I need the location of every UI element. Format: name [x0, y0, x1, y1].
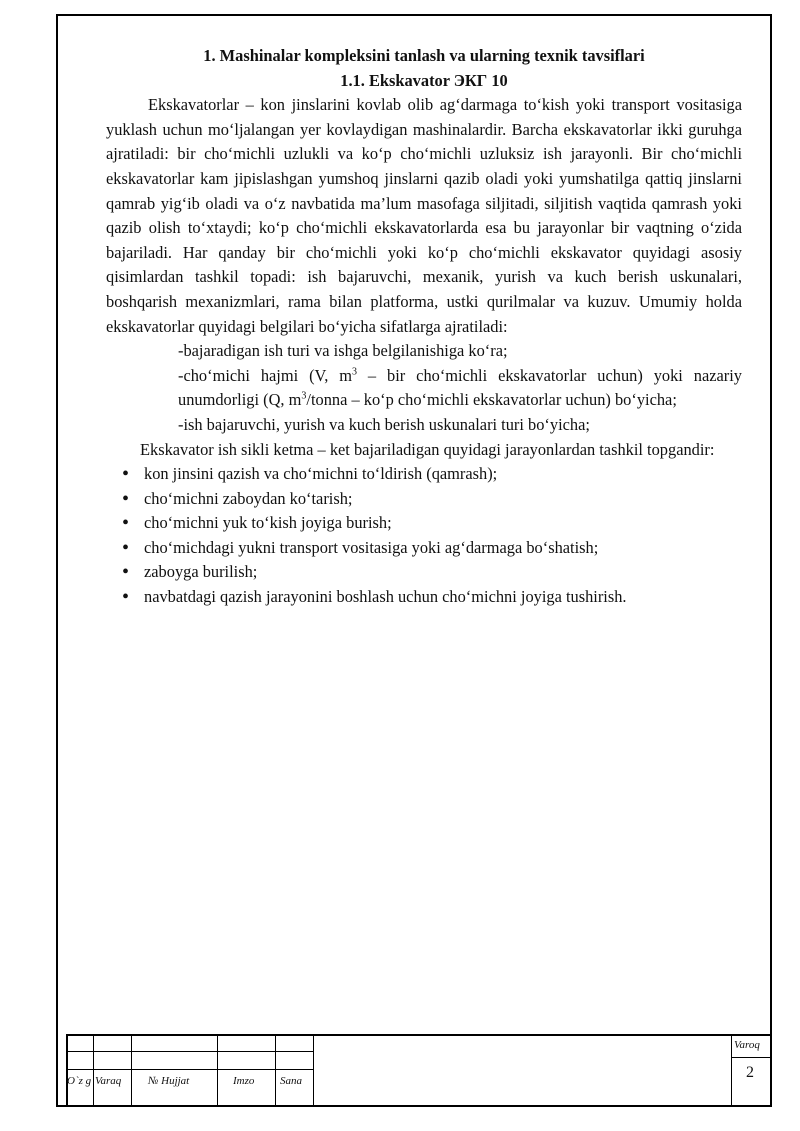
table-cell — [218, 1034, 276, 1052]
col-label-imzo: Imzo — [233, 1075, 255, 1087]
title-block-grid — [66, 1034, 772, 1107]
list-item: • cho‘michdagi yukni transport vositasiga yoki ag‘darmaga bo‘shatish; — [122, 536, 742, 561]
table-cell — [94, 1052, 132, 1070]
cycle-paragraph: Ekskavator ish sikli ketma – ket bajariladigan quyidagi jarayonlardan tashkil topgandir: — [140, 439, 715, 459]
table-cell — [94, 1070, 132, 1107]
table-cell — [66, 1034, 94, 1052]
list-item: • cho‘michni zaboydan ko‘tarish; — [122, 487, 742, 512]
table-cell — [276, 1070, 314, 1107]
table-cell — [276, 1052, 314, 1070]
list-item: • cho‘michni yuk to‘kish joyiga burish; — [122, 511, 742, 536]
criteria-item: -ish bajaruvchi, yurish va kuch berish uskunalari turi bo‘yicha; — [178, 414, 590, 434]
intro-paragraph: Ekskavatorlar – kon jinslarini kovlab olib ag‘darmaga to‘kish yoki transport vositasiga yuklash uchun mo‘ljalangan yer kovlaydigan mashinalardir. Barcha ekskavatorlar ikki guruhga ajratiladi: bir cho‘michli uzlukli va ko‘p cho‘michli uzluksiz ish jarayonli. Bir cho‘michli ekskavatorlar kam jipislashgan yumshoq jinslarni qazib oladi yoki yumshatilga qattiq jinslarni qamrab yig‘ib oladi va o‘z navbatida ma’lum masofaga siljitadi, siljitish vaqtida qamrash yoki qazib olish to‘xtaydi; ko‘p cho‘michli ekskavatorlarda esa bu jarayonlar bir vaqtning o‘zida bajariladi. Har qanday bir cho‘michli yoki ko‘p cho‘michli ekskavator quyidagi asosiy qisimlardan tashkil topadi: ish bajaruvchi, mexanik, yurish va kuch berish uskunalari, boshqarish mexanizmlari, rama bilan platforma, ustki qurilmalar va kuzuv. Umumiy holda ekskavatorlar quyidagi belgilari bo‘yicha sifatlarga ajratiladi: — [106, 95, 742, 336]
cycle-steps-list — [122, 462, 742, 610]
table-cell — [132, 1052, 218, 1070]
subsection-title: 1.1. Ekskavator ЭКГ 10 — [340, 70, 508, 90]
table-cell — [66, 1052, 94, 1070]
table-cell — [94, 1034, 132, 1052]
list-item: • kon jinsini qazish va cho‘michni to‘ldirish (qamrash); — [122, 462, 742, 487]
col-label-izm: O`z g — [67, 1075, 92, 1087]
list-item: • zaboyga burilish; — [122, 560, 742, 585]
table-cell — [218, 1070, 276, 1107]
table-cell — [276, 1034, 314, 1052]
table-cell — [132, 1034, 218, 1052]
sheet-number-cell — [732, 1058, 772, 1107]
document-body — [106, 44, 742, 610]
document-designation-field — [314, 1034, 732, 1107]
table-cell — [132, 1070, 218, 1107]
list-item: • navbatdagi qazish jarayonini boshlash uchun cho‘michni joyiga tushirish. — [122, 585, 742, 610]
criteria-list — [178, 339, 742, 437]
sheet-label-cell — [732, 1034, 772, 1058]
section-title: 1. Mashinalar kompleksini tanlash va ularning texnik tavsiflari — [203, 46, 645, 65]
sheet-number: 2 — [746, 1064, 754, 1081]
table-cell — [218, 1052, 276, 1070]
criteria-item: -bajaradigan ish turi va ishga belgilanishiga ko‘ra; — [178, 341, 508, 361]
col-label-sana: Sana — [280, 1075, 302, 1087]
sheet-label: Varoq — [734, 1039, 760, 1051]
table-cell — [66, 1070, 94, 1107]
col-label-varaq: Varaq — [95, 1075, 122, 1087]
col-label-hujjat: № Hujjat — [148, 1075, 190, 1087]
criteria-item: -cho‘michi hajmi (V, $m^3$ – bir cho‘michli ekskavatorlar uchun) yoki nazariy unumdorligi (Q, $m^3$/tonna – ko‘p cho‘michli ekskavatorlar uchun) bo‘yicha; — [178, 365, 742, 410]
